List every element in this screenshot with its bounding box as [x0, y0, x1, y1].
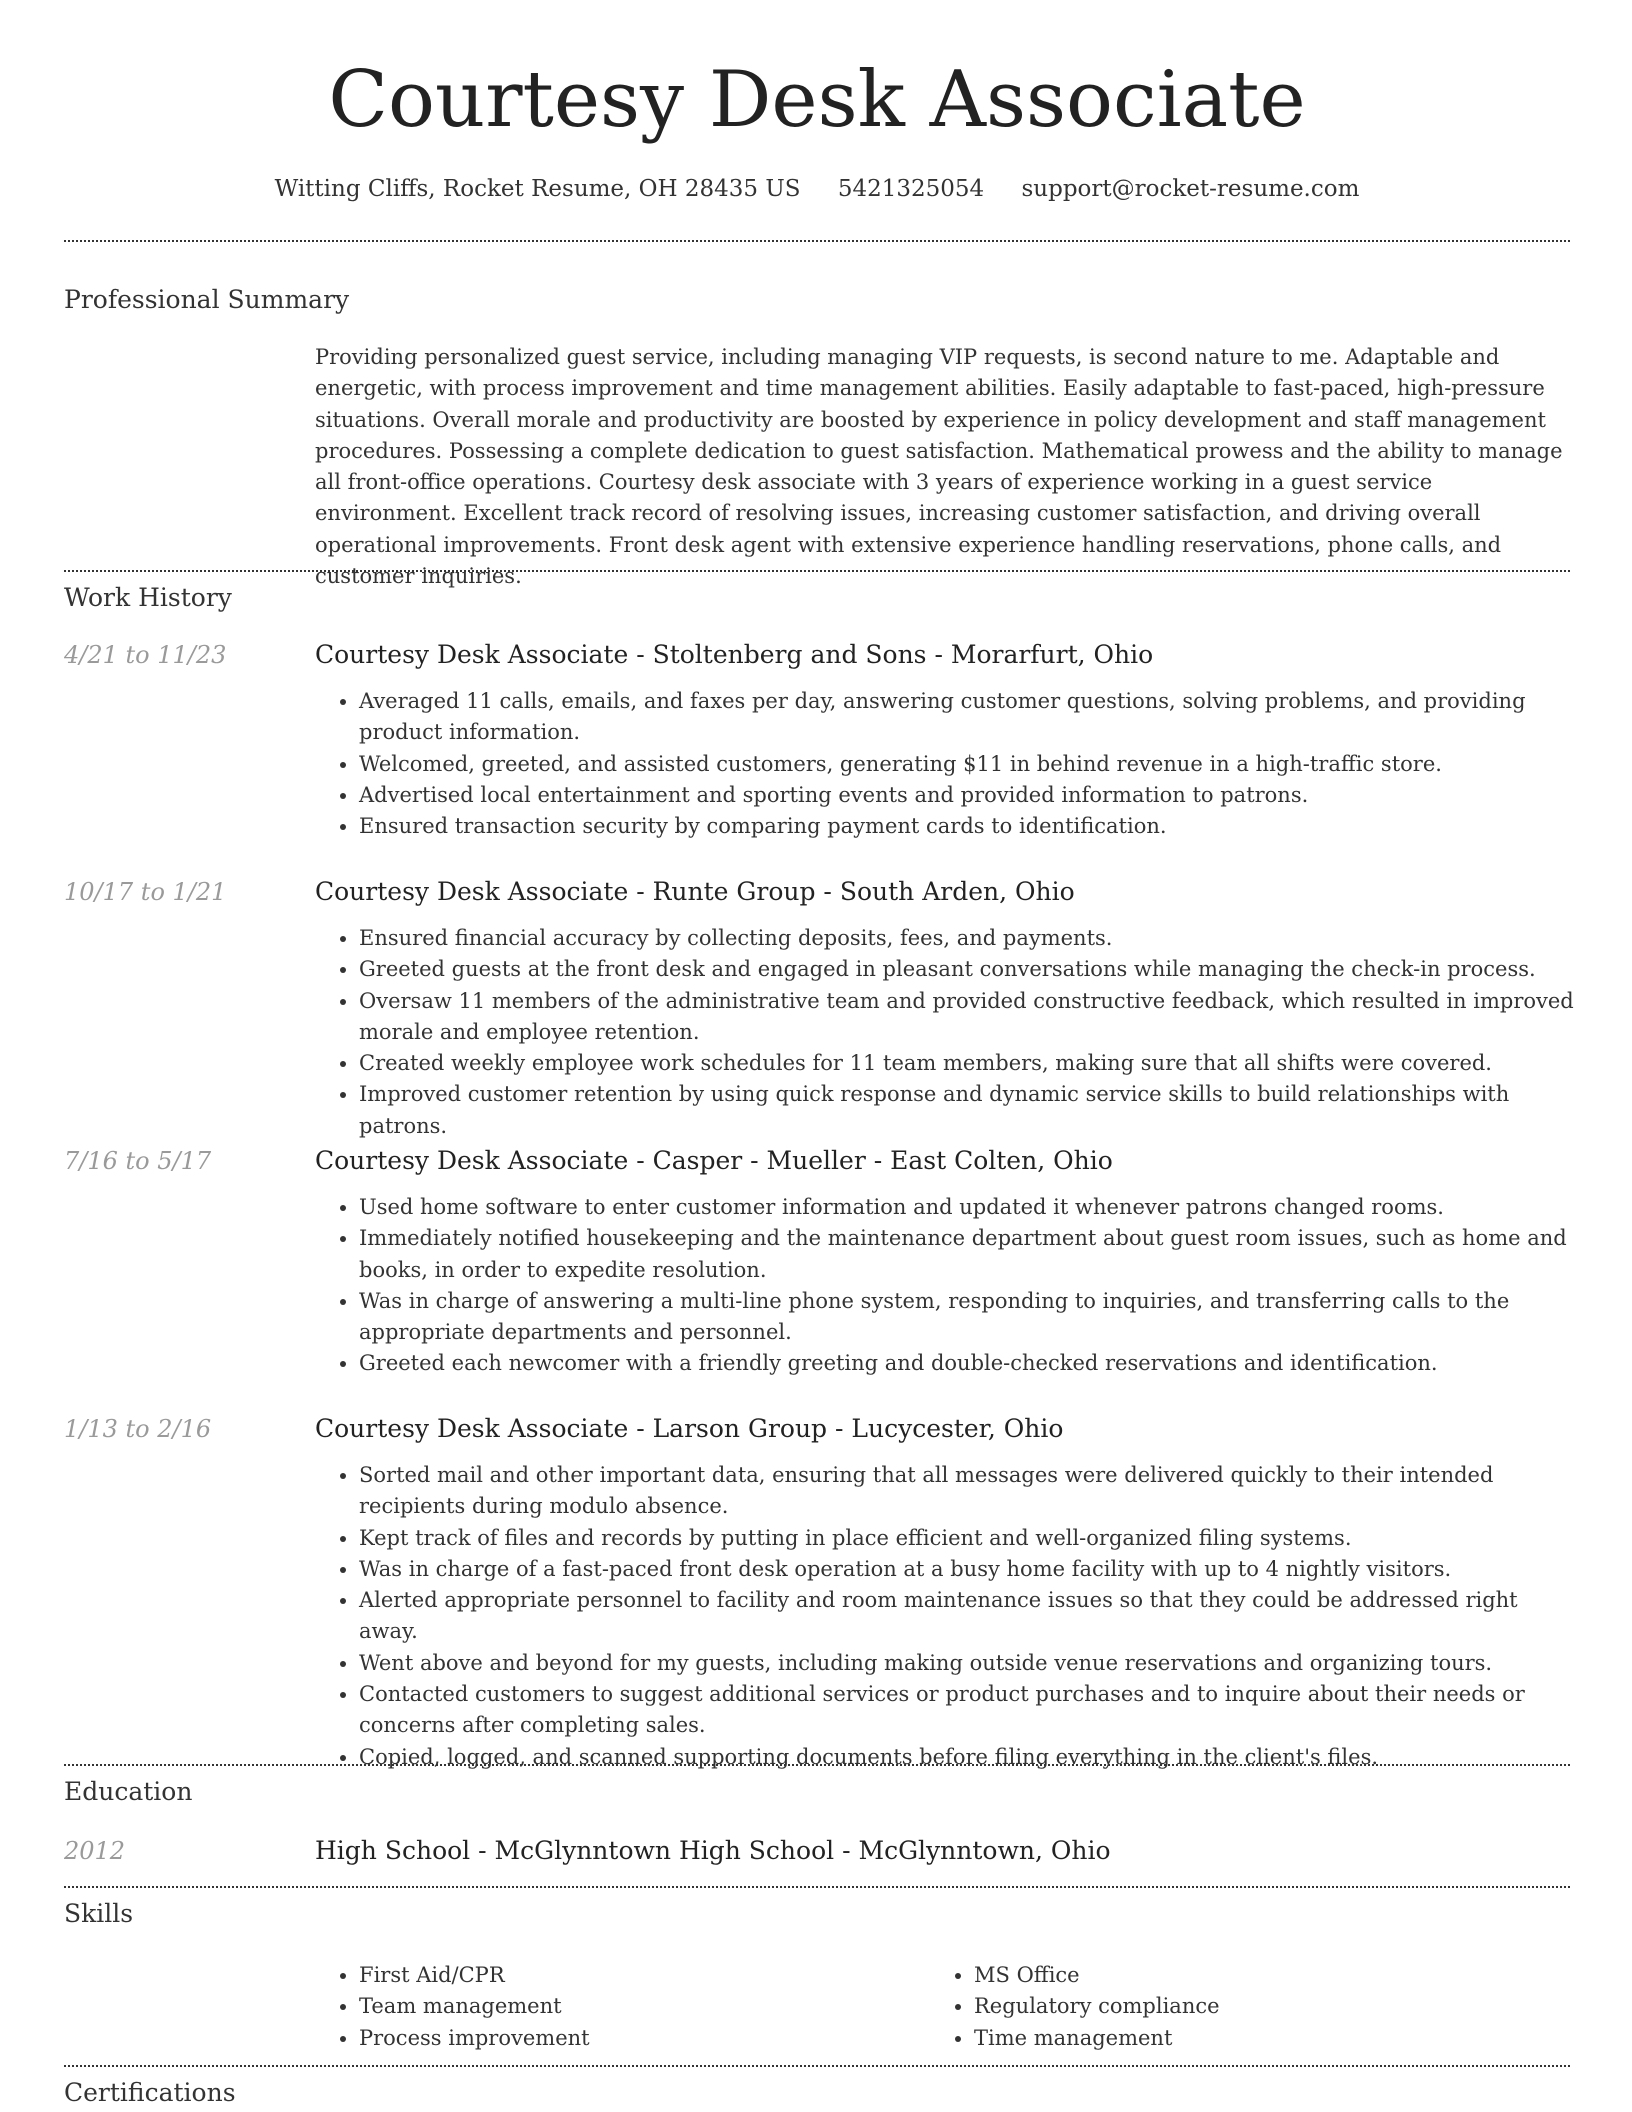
skills-section-title: Skills: [64, 1899, 134, 1928]
job-bullet: • Improved customer retention by using quick response and dynamic service skills to build relationships with patrons.: [359, 1079, 1575, 1142]
skill-item: • Team management: [359, 1991, 590, 2022]
job-bullets: [315, 1192, 1575, 1380]
section-divider: [64, 240, 1570, 242]
job-bullet: • Was in charge of answering a multi-line phone system, responding to inquiries, and transferring calls to the appropriate departments and personnel.: [359, 1286, 1575, 1349]
section-divider: [64, 2065, 1570, 2067]
job-bullet: • Sorted mail and other important data, ensuring that all messages were delivered quickly to their intended recipients during modulo absence.: [359, 1460, 1575, 1523]
job-bullet: • Kept track of files and records by putting in place efficient and well-organized filing systems.: [359, 1523, 1575, 1554]
job-bullet: • Alerted appropriate personnel to facility and room maintenance issues so that they could be addressed right away.: [359, 1585, 1575, 1648]
job-dates: 10/17 to 1/21: [64, 878, 227, 906]
section-divider: [64, 1764, 1570, 1766]
job-heading: Courtesy Desk Associate - Stoltenberg and Sons - Morarfurt, Ohio: [315, 640, 1154, 669]
section-divider: [64, 1886, 1570, 1888]
skill-item: • Process improvement: [359, 2023, 590, 2054]
job-dates: 1/13 to 2/16: [64, 1415, 212, 1443]
education-year: 2012: [64, 1837, 126, 1865]
job-bullet: • Ensured transaction security by comparing payment cards to identification.: [359, 811, 1575, 842]
job-bullet: • Greeted each newcomer with a friendly greeting and double-checked reservations and identification.: [359, 1348, 1575, 1379]
contact-address: Witting Cliffs, Rocket Resume, OH 28435 US: [274, 176, 801, 202]
certifications-section-title: Certifications: [64, 2078, 236, 2107]
job-bullet: • Created weekly employee work schedules for 11 team members, making sure that all shifts were covered.: [359, 1048, 1575, 1079]
education-heading: High School - McGlynntown High School - McGlynntown, Ohio: [315, 1836, 1111, 1865]
skills-list-left: [315, 1960, 590, 2054]
job-bullet: • Contacted customers to suggest additional services or product purchases and to inquire about their needs or concerns after completing sales.: [359, 1679, 1575, 1742]
contact-line: [64, 172, 1570, 206]
job-heading: Courtesy Desk Associate - Larson Group - Lucycester, Ohio: [315, 1414, 1064, 1443]
job-bullet: • Welcomed, greeted, and assisted customers, generating $11 in behind revenue in a high-traffic store.: [359, 749, 1575, 780]
contact-email: support@rocket-resume.com: [1021, 176, 1360, 202]
skill-item: • First Aid/CPR: [359, 1960, 590, 1991]
job-bullet: • Greeted guests at the front desk and engaged in pleasant conversations while managing the check-in process.: [359, 954, 1575, 985]
summary-section-title: Professional Summary: [64, 285, 350, 314]
contact-phone: 5421325054: [837, 176, 985, 202]
skills-list-right: [930, 1960, 1220, 2054]
section-divider: [64, 570, 1570, 572]
job-dates: 7/16 to 5/17: [64, 1147, 212, 1175]
job-heading: Courtesy Desk Associate - Runte Group - South Arden, Ohio: [315, 877, 1075, 906]
job-bullets: [315, 686, 1575, 842]
work-history-section-title: Work History: [64, 583, 232, 612]
job-bullet: • Ensured financial accuracy by collecting deposits, fees, and payments.: [359, 923, 1575, 954]
skill-item: • MS Office: [974, 1960, 1220, 1991]
job-bullets: [315, 923, 1575, 1142]
education-section-title: Education: [64, 1777, 193, 1806]
job-bullet: • Copied, logged, and scanned supporting documents before filing everything in the client's files.: [359, 1742, 1575, 1773]
job-bullet: • Was in charge of a fast-paced front desk operation at a busy home facility with up to 4 nightly visitors.: [359, 1554, 1575, 1585]
job-bullet: • Oversaw 11 members of the administrative team and provided constructive feedback, which resulted in improved morale and employee retention.: [359, 986, 1575, 1049]
job-bullets: [315, 1460, 1575, 1773]
job-heading: Courtesy Desk Associate - Casper - Mueller - East Colten, Ohio: [315, 1146, 1113, 1175]
job-bullet: • Averaged 11 calls, emails, and faxes per day, answering customer questions, solving problems, and providing product information.: [359, 686, 1575, 749]
job-dates: 4/21 to 11/23: [64, 641, 227, 669]
skill-item: • Regulatory compliance: [974, 1991, 1220, 2022]
job-bullet: • Advertised local entertainment and sporting events and provided information to patrons.: [359, 780, 1575, 811]
summary-text: Providing personalized guest service, including managing VIP requests, is second nature to me. Adaptable and energetic, with process improvement and time management abilities. Easily adaptable to fast-paced, high-pressure situations. Overall morale and productivity are boosted by experience in policy development and staff management procedures. Possessing a complete dedication to guest satisfaction. Mathematical prowess and the ability to manage all front-office operations. Courtesy desk associate with 3 years of experience working in a guest service environment. Excellent track record of resolving issues, increasing customer satisfaction, and driving overall operational improvements. Front desk agent with extensive experience handling reservations, phone calls, and customer inquiries.: [315, 345, 1563, 589]
job-bullet: • Went above and beyond for my guests, including making outside venue reservations and organizing tours.: [359, 1648, 1575, 1679]
job-bullet: • Used home software to enter customer information and updated it whenever patrons changed rooms.: [359, 1192, 1575, 1223]
skill-item: • Time management: [974, 2023, 1220, 2054]
candidate-name: Courtesy Desk Associate: [328, 55, 1306, 145]
job-bullet: • Immediately notified housekeeping and the maintenance department about guest room issues, such as home and books, in order to expedite resolution.: [359, 1223, 1575, 1286]
